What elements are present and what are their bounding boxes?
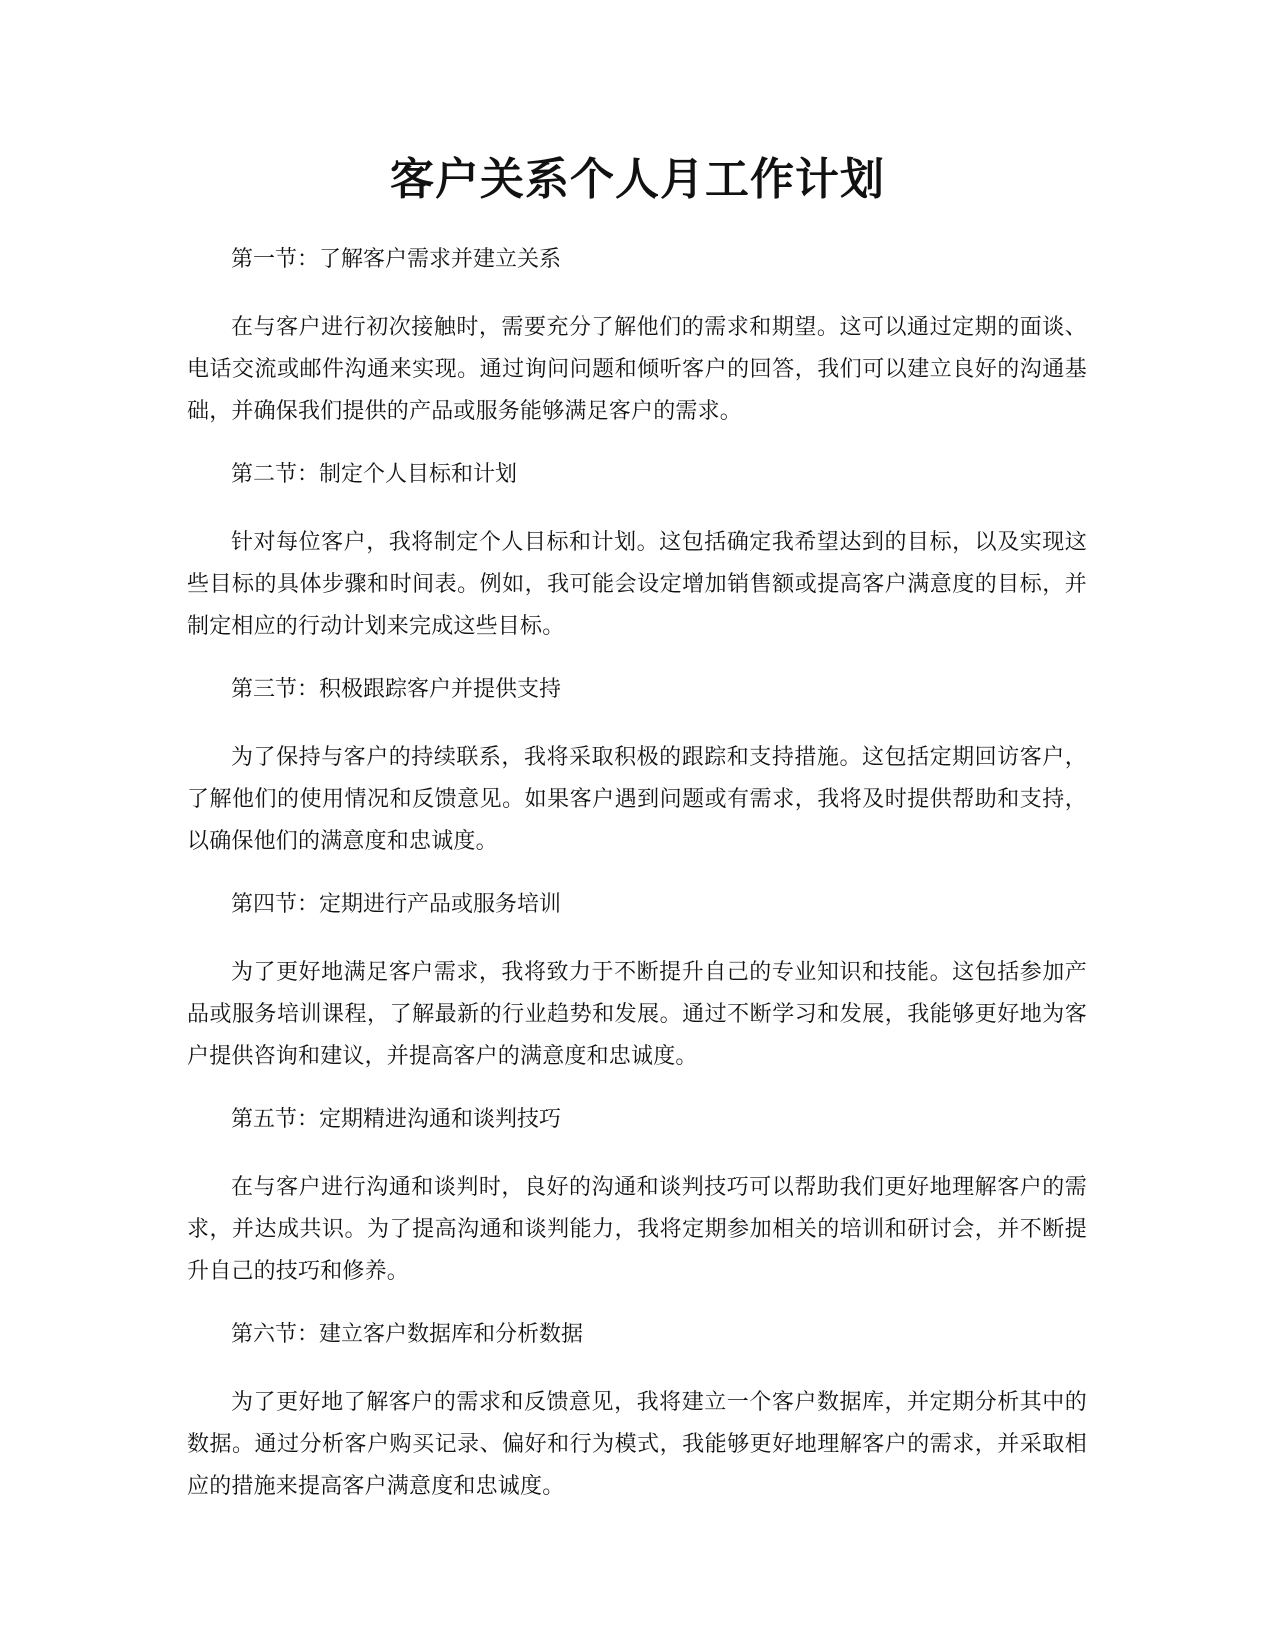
section-paragraph: 为了更好地满足客户需求，我将致力于不断提升自己的专业知识和技能。这包括参加产品或服务培训课程，了解最新的行业趋势和发展。通过不断学习和发展，我能够更好地为客户提供咨询和建议，并提高客户的满意度和忠诚度。 [187, 960, 1087, 1069]
section-heading: 第一节：了解客户需求并建立关系 [231, 247, 562, 272]
section-heading: 第六节：建立客户数据库和分析数据 [231, 1322, 584, 1347]
section-paragraph: 在与客户进行初次接触时，需要充分了解他们的需求和期望。这可以通过定期的面谈、电话交流或邮件沟通来实现。通过询问问题和倾听客户的回答，我们可以建立良好的沟通基础，并确保我们提供的产品或服务能够满足客户的需求。 [187, 315, 1087, 424]
section-heading: 第二节：制定个人目标和计划 [231, 462, 518, 487]
document-body [187, 244, 1087, 1534]
section-heading: 第四节：定期进行产品或服务培训 [231, 892, 562, 917]
section-paragraph: 在与客户进行沟通和谈判时，良好的沟通和谈判技巧可以帮助我们更好地理解客户的需求，并达成共识。为了提高沟通和谈判能力，我将定期参加相关的培训和研讨会，并不断提升自己的技巧和修养。 [187, 1175, 1087, 1284]
document-title: 客户关系个人月工作计划 [390, 154, 885, 205]
section-paragraph: 针对每位客户，我将制定个人目标和计划。这包括确定我希望达到的目标，以及实现这些目标的具体步骤和时间表。例如，我可能会设定增加销售额或提高客户满意度的目标，并制定相应的行动计划来完成这些目标。 [187, 530, 1087, 639]
section-heading: 第五节：定期精进沟通和谈判技巧 [231, 1107, 562, 1132]
section-heading: 第三节：积极跟踪客户并提供支持 [231, 677, 562, 702]
section-paragraph: 为了保持与客户的持续联系，我将采取积极的跟踪和支持措施。这包括定期回访客户，了解他们的使用情况和反馈意见。如果客户遇到问题或有需求，我将及时提供帮助和支持，以确保他们的满意度和忠诚度。 [187, 745, 1087, 854]
section-paragraph: 为了更好地了解客户的需求和反馈意见，我将建立一个客户数据库，并定期分析其中的数据。通过分析客户购买记录、偏好和行为模式，我能够更好地理解客户的需求，并采取相应的措施来提高客户满意度和忠诚度。 [187, 1390, 1087, 1499]
